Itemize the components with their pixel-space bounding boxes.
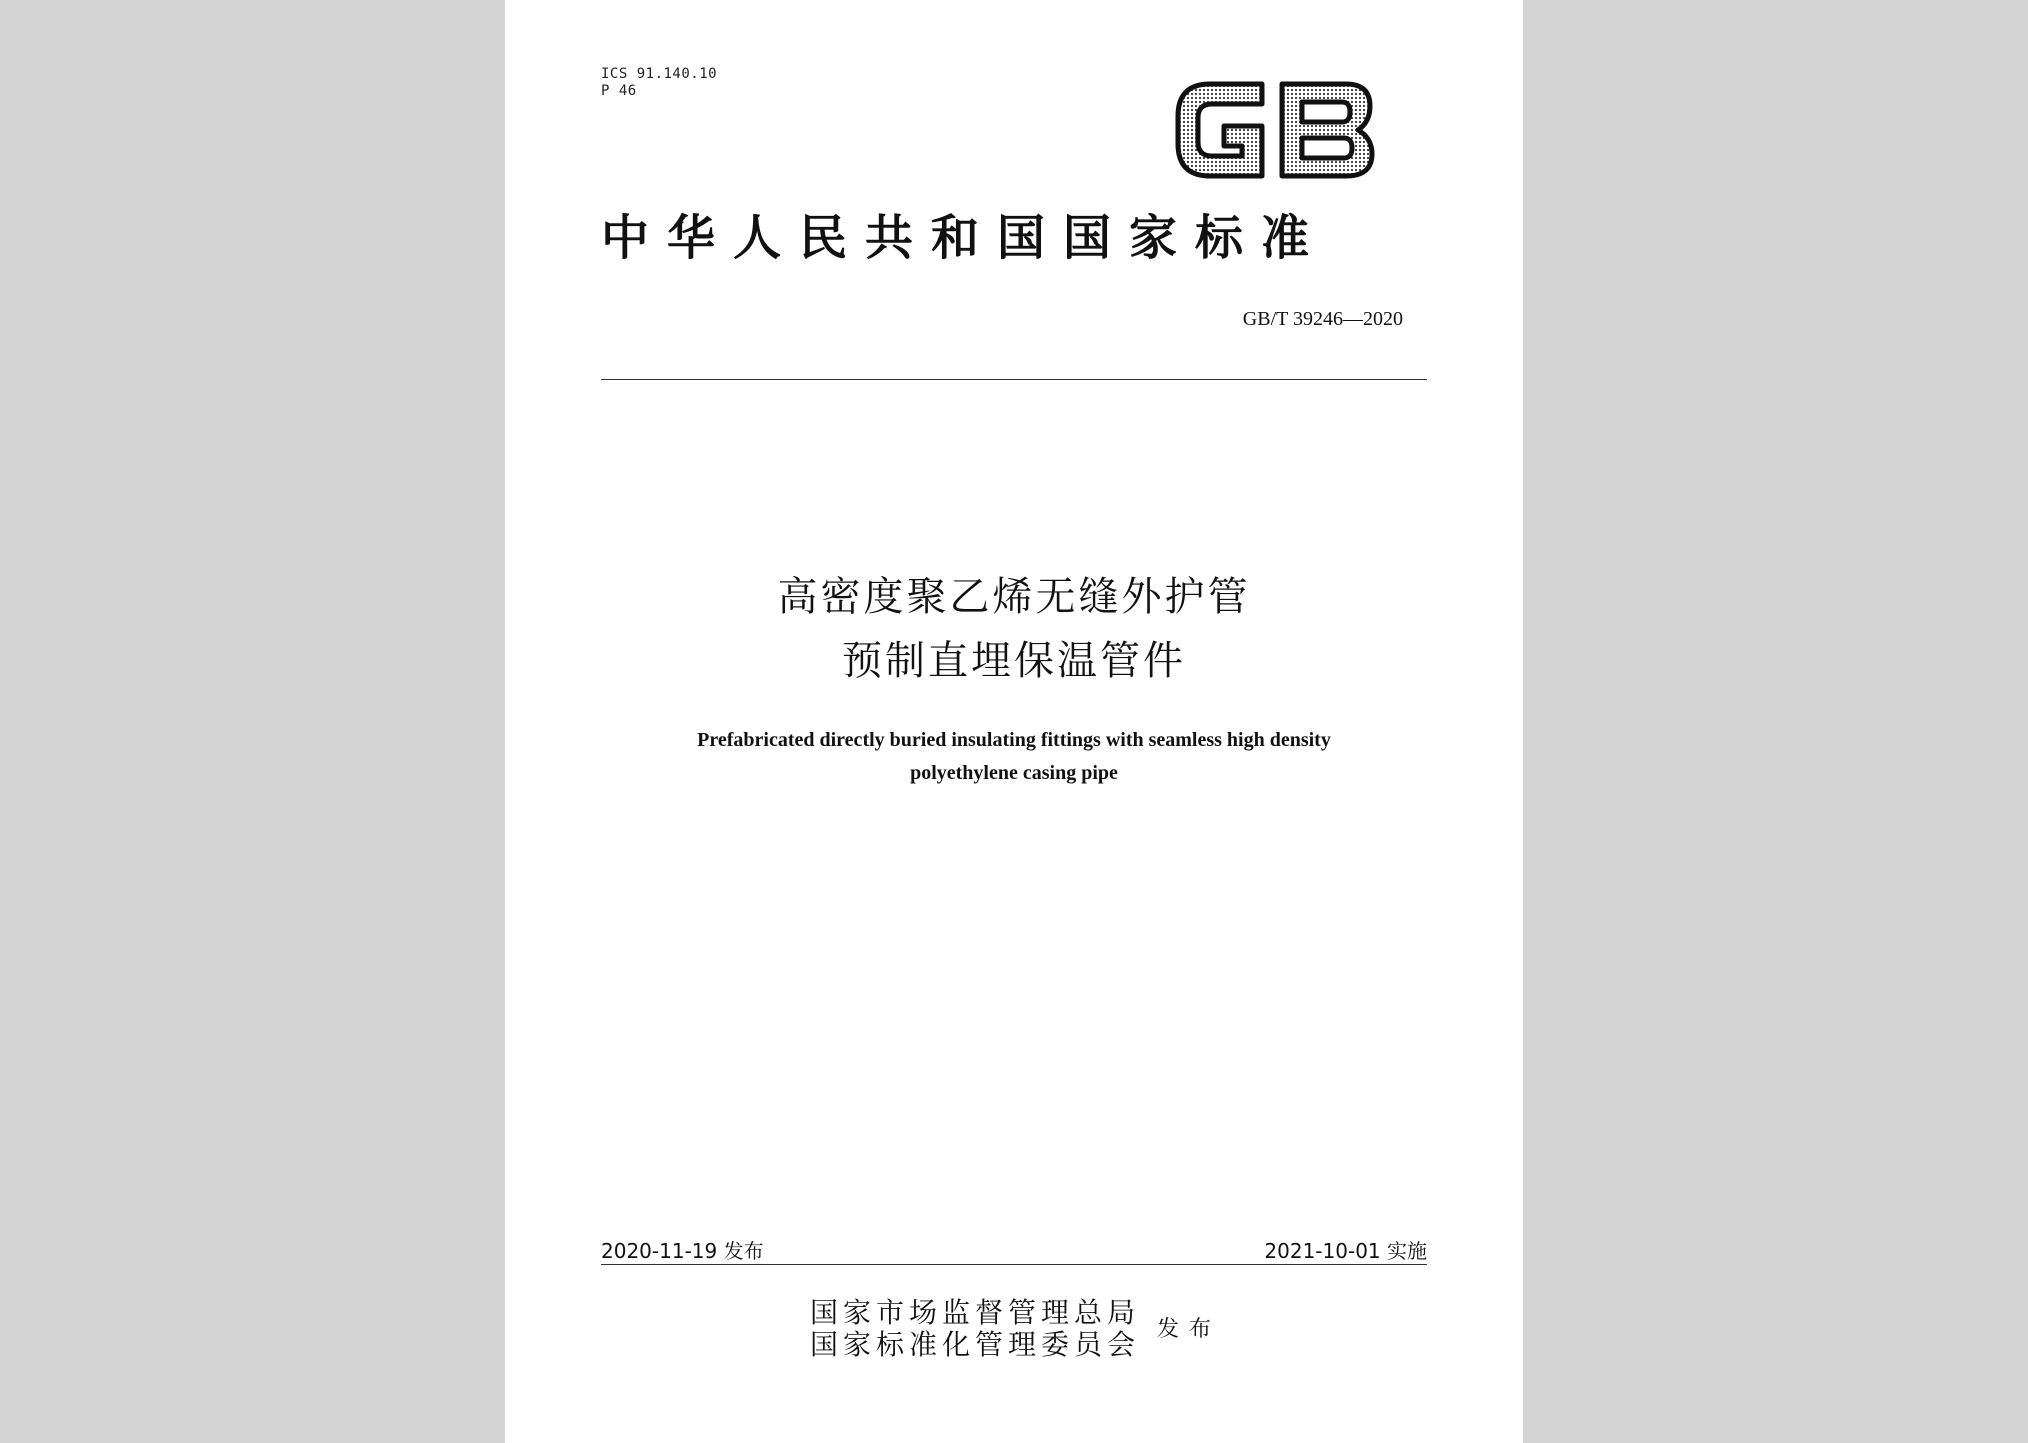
gb-logo-icon (1170, 76, 1380, 184)
bottom-divider (601, 1264, 1427, 1265)
issuer-sac: 国家标准化管理委员会 (810, 1328, 1141, 1361)
ics-code: ICS 91.140.10 (601, 66, 718, 82)
issue-date: 2020-11-19 发布 (601, 1239, 764, 1263)
publish-label: 发布 (1157, 1317, 1222, 1342)
issuer-samr: 国家市场监督管理总局 (810, 1296, 1141, 1329)
document-page (505, 0, 1523, 1443)
classification-codes (601, 66, 717, 100)
standard-number: GB/T 39246—2020 (1242, 308, 1403, 330)
chinese-title-line-1: 高密度聚乙烯无缝外护管 (777, 574, 1251, 620)
chinese-title-line-2: 预制直埋保温管件 (842, 638, 1186, 684)
english-title-line-2: polyethylene casing pipe (910, 762, 1118, 784)
category-code: P 46 (601, 83, 637, 99)
english-title-line-1: Prefabricated directly buried insulating fittings with seamless high density (697, 729, 1331, 751)
national-standard-title: 中华人民共和国国家标准 (601, 210, 1328, 266)
top-divider (601, 379, 1427, 380)
implementation-date: 2021-10-01 实施 (1264, 1239, 1427, 1263)
